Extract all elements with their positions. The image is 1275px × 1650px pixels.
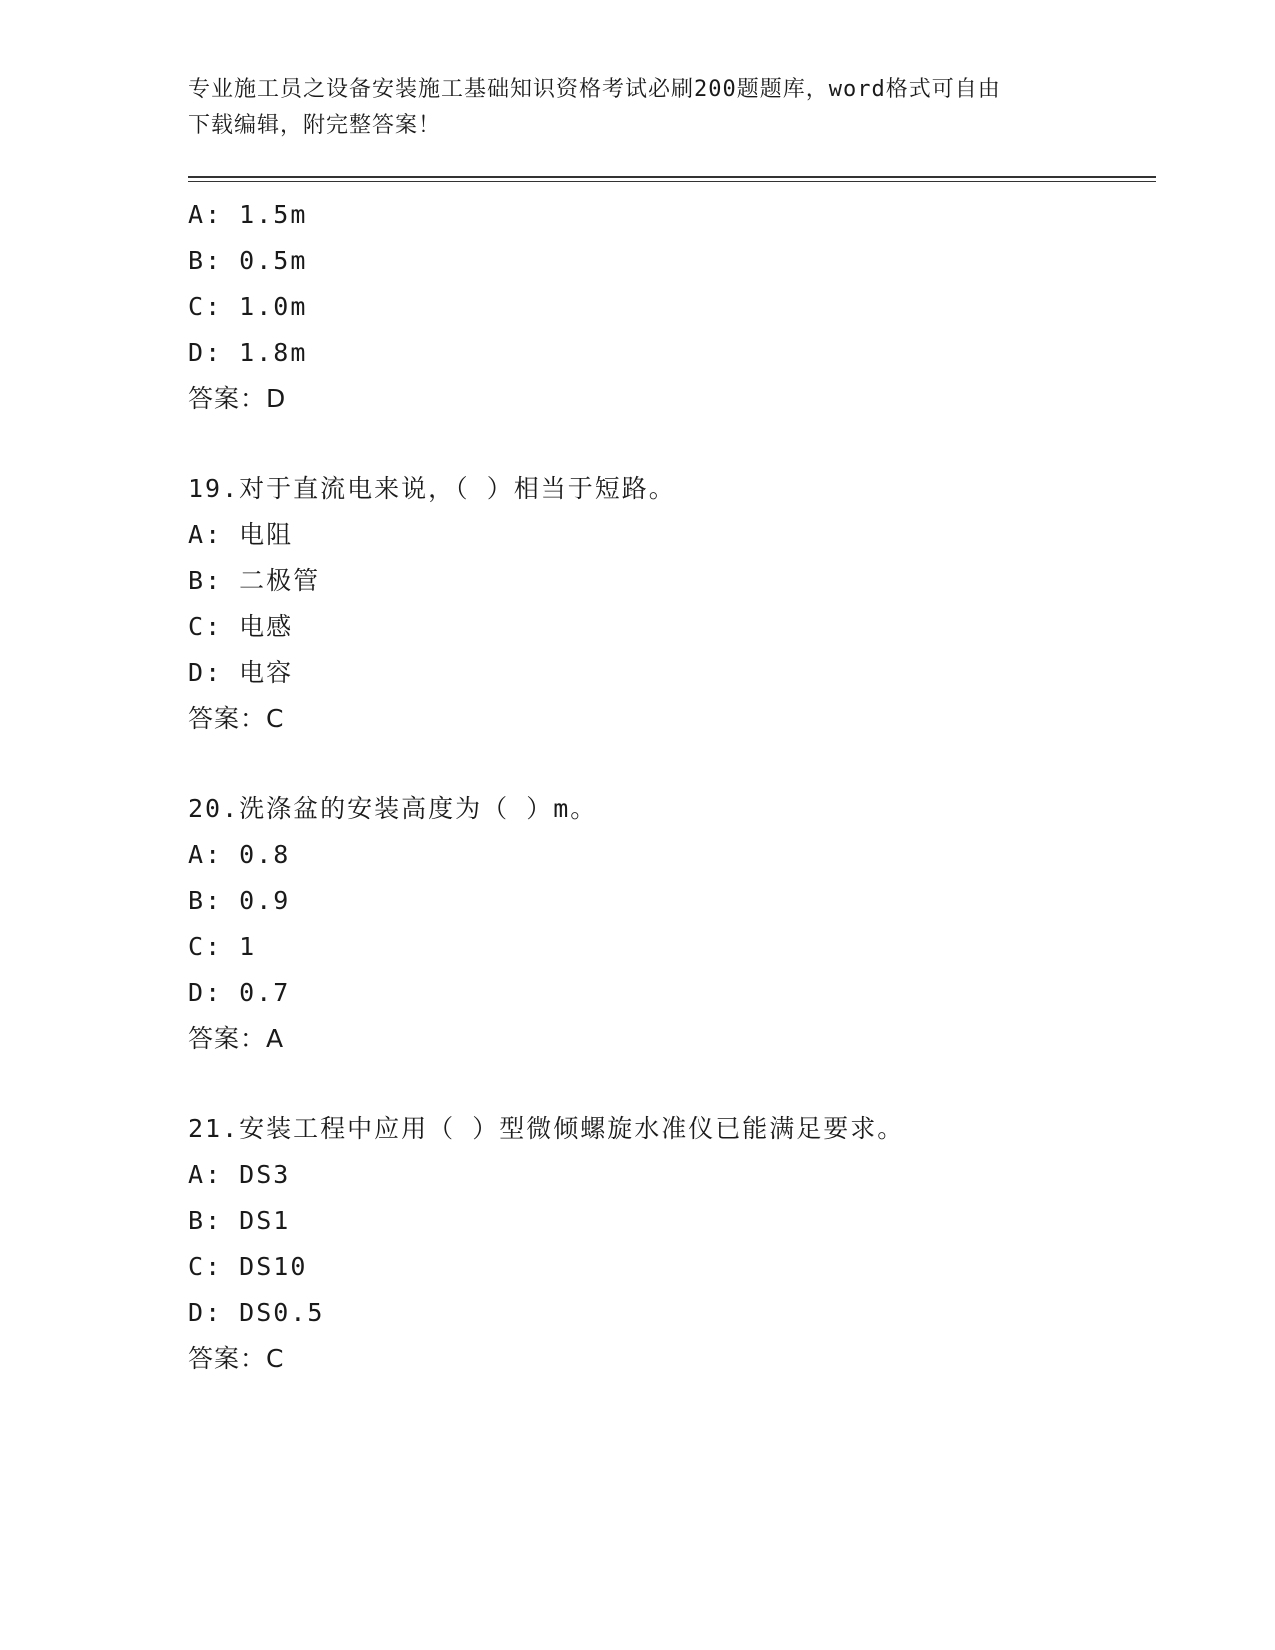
answer-line: 答案：A — [188, 1024, 285, 1053]
option-c: C: DS10 — [188, 1252, 308, 1281]
option-d: D: 0.7 — [188, 978, 291, 1007]
header-title-line-1: 专业施工员之设备安装施工基础知识资格考试必刷200题题库，word格式可自由 — [188, 77, 1001, 102]
question-18 — [188, 192, 1148, 422]
spacer — [188, 422, 1148, 466]
question-20 — [188, 786, 1148, 1062]
spacer — [188, 1062, 1148, 1106]
header-title-line-2: 下载编辑，附完整答案！ — [188, 113, 442, 138]
question-list — [188, 192, 1148, 1382]
question-stem: 19.对于直流电来说，（ ）相当于短路。 — [188, 474, 676, 503]
option-a: A: 0.8 — [188, 840, 291, 869]
option-a: A: 电阻 — [188, 520, 294, 549]
option-d: D: 1.8m — [188, 338, 308, 367]
option-b: B: 0.5m — [188, 246, 308, 275]
question-19 — [188, 466, 1148, 742]
option-b: B: 二极管 — [188, 566, 321, 595]
question-21 — [188, 1106, 1148, 1382]
option-c: C: 电感 — [188, 612, 294, 641]
option-a: A: 1.5m — [188, 200, 308, 229]
option-b: B: DS1 — [188, 1206, 291, 1235]
answer-line: 答案：C — [188, 704, 285, 733]
option-d: D: DS0.5 — [188, 1298, 325, 1327]
option-b: B: 0.9 — [188, 886, 291, 915]
header-divider-thin — [188, 181, 1156, 182]
answer-line: 答案：D — [188, 384, 287, 413]
header-divider-thick — [188, 176, 1156, 178]
spacer — [188, 742, 1148, 786]
option-c: C: 1 — [188, 932, 257, 961]
answer-line: 答案：C — [188, 1344, 285, 1373]
option-d: D: 电容 — [188, 658, 294, 687]
option-a: A: DS3 — [188, 1160, 291, 1189]
question-stem: 21.安装工程中应用（ ）型微倾螺旋水准仪已能满足要求。 — [188, 1114, 905, 1143]
document-header — [188, 72, 1088, 144]
question-stem: 20.洗涤盆的安装高度为（ ）m。 — [188, 794, 598, 823]
option-c: C: 1.0m — [188, 292, 308, 321]
